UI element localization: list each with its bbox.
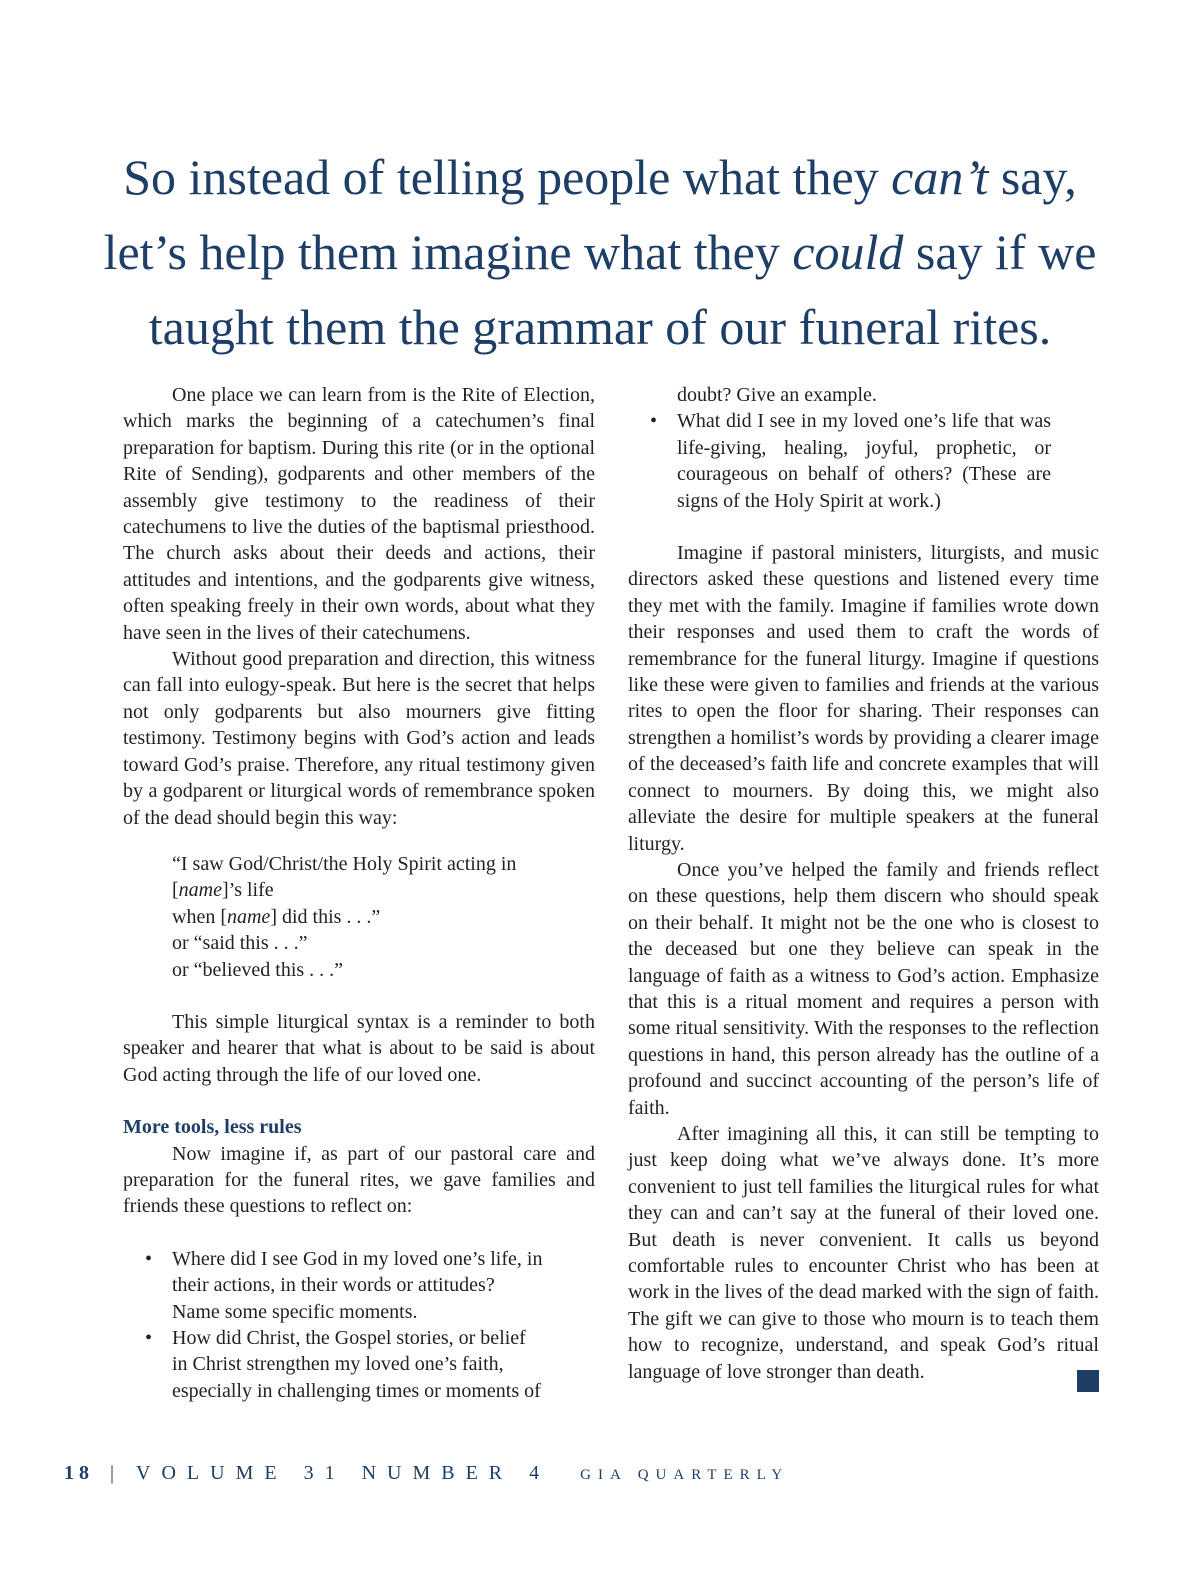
pull-quote-line-3: taught them the grammar of our funeral rites. — [148, 299, 1052, 355]
volume-label: VOLUME 31 NUMBER 4 — [136, 1462, 551, 1484]
page-footer — [64, 1462, 789, 1485]
footer-separator: | — [110, 1462, 121, 1484]
pull-quote-line-2: let’s help them imagine what they could say if we — [103, 224, 1097, 280]
paragraph: One place we can learn from is the Rite of Election, which marks the beginning of a catechumen’s final preparation for baptism. During this rite (or in the optional Rite of Sending), godparents and other members of the assembly give testimony to the readiness of their catechumens to live the duties of the baptismal priesthood. The church asks about their deeds and actions, their attitudes and intentions, and the godparents give witness, often speaking freely in their own words, about what they have seen in the lives of their catechumens. — [123, 384, 595, 644]
list-item-continuation: doubt? Give an example. — [677, 384, 877, 406]
list-item: • What did I see in my loved one’s life that was life-giving, healing, joyful, prophetic, or courageous on behalf of others? (These are signs of the Holy Spirit at work.) — [628, 408, 1051, 514]
paragraph: Imagine if pastoral ministers, liturgists, and music directors asked these questions and listened every time they met with the family. Imagine if families wrote down their responses and used them to craft the words of remembrance for the funeral liturgy. Imagine if questions like these were given to families and friends at the various rites to open the floor for sharing. Their responses can strengthen a homilist’s words by providing a clearer image of the deceased’s faith life and concrete examples that will connect to mourners. By doing this, we might also alleviate the desire for multiple speakers at the funeral liturgy. — [628, 542, 1099, 855]
spacer — [628, 514, 1099, 540]
page-number: 18 — [64, 1462, 94, 1484]
list-item: • How did Christ, the Gospel stories, or belief in Christ strengthen my loved one’s faith, especially in challenging times or moments of — [123, 1325, 546, 1404]
question-list — [628, 408, 1099, 514]
right-column — [628, 382, 1099, 1385]
paragraph: Now imagine if, as part of our pastoral care and preparation for the funeral rites, we gave families and friends these questions to reflect on: — [123, 1142, 595, 1218]
section-heading: More tools, less rules — [123, 1116, 302, 1139]
pull-quote — [70, 140, 1130, 365]
end-of-article-mark — [1077, 1370, 1099, 1392]
paragraph: Without good preparation and direction, this witness can fall into eulogy-speak. But here is the secret that helps not only godparents but also mourners give fitting testimony. Testimony begins with God’s action and leads toward God’s praise. Therefore, any ritual testimony given by a godparent or liturgical words of remembrance spoken of the dead should begin this way: — [123, 648, 595, 829]
list-item: • Where did I see God in my loved one’s life, in their actions, in their words or attitudes? Name some specific moments. — [123, 1246, 546, 1325]
pull-quote-line-1: So instead of telling people what they can’t say, — [123, 149, 1077, 205]
question-list — [123, 1246, 595, 1404]
paragraph: This simple liturgical syntax is a reminder to both speaker and hearer that what is about to be said is about God acting through the life of our loved one. — [123, 1010, 595, 1086]
magazine-name: GIA QUARTERLY — [580, 1467, 790, 1483]
left-column — [123, 382, 595, 1404]
paragraph: Once you’ve helped the family and friends reflect on these questions, help them discern who should speak on their behalf. It might not be the one who is closest to the deceased but one they believe can speak in the language of faith as a witness to God’s action. Emphasize that this is a ritual moment and requires a person with some ritual sensitivity. With the responses to the reflection questions in hand, this person already has the outline of a profound and succinct accounting of the person’s life of faith. — [628, 858, 1099, 1119]
paragraph: After imagining all this, it can still be tempting to just keep doing what we’ve always done. It’s more convenient to just tell families the liturgical rules for what they can and can’t say at the funeral of their loved one. But death is never convenient. It calls us beyond comfortable rules to encounter Christ who has been at work in the lives of the dead marked with the sign of faith. The gift we can give to those who mourn is to teach them how to recognize, understand, and speak God’s ritual language of love stronger than death. — [628, 1122, 1099, 1383]
testimony-formula: “I saw God/Christ/the Holy Spirit acting in [name]’s life when [name] did this . . .” or “said this . . .” or “believed this . . .” — [172, 852, 517, 981]
